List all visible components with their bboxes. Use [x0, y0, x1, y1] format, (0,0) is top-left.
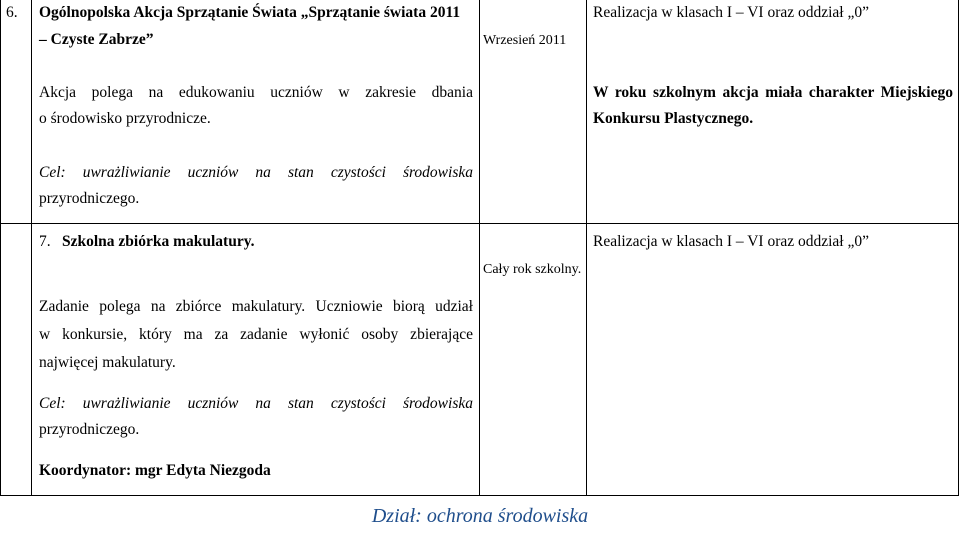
table-border-col2 [479, 0, 480, 496]
row7-desc-line1: Zadanie polega na zbiórce makulatury. Uczniowie biorą udział [39, 298, 473, 315]
row6-number: 6. [6, 4, 18, 21]
row7-desc-line2: w konkursie, który ma za zadanie wyłonić osoby zbierające [39, 326, 473, 343]
row6-note-line1: W roku szkolnym akcja miała charakter Miejskiego [593, 84, 953, 101]
row6-goal-line1: Cel: uwrażliwianie uczniów na stan czystości środowiska [39, 164, 473, 181]
table-border-left [0, 0, 1, 496]
row6-goal-line2: przyrodniczego. [39, 190, 140, 207]
table-border-bottom [0, 495, 959, 496]
row7-goal-line2: przyrodniczego. [39, 421, 140, 438]
row6-title-line1: Ogólnopolska Akcja Sprzątanie Świata „Sprzątanie świata 2011 [39, 4, 461, 21]
table-border-right [958, 0, 959, 496]
table-border-col3 [586, 0, 587, 496]
row7-number: 7. [39, 233, 51, 250]
row6-note-line2: Konkursu Plastycznego. [593, 110, 754, 127]
row6-desc-line2: o środowisko przyrodnicze. [39, 110, 211, 127]
row7-desc-line3: najwięcej makulatury. [39, 354, 176, 371]
table-border-col1 [31, 0, 32, 496]
row7-goal-line1: Cel: uwrażliwianie uczniów na stan czystości środowiska [39, 395, 473, 412]
row7-realization: Realizacja w klasach I – VI oraz oddział „0” [593, 233, 869, 250]
row6-date: Wrzesień 2011 [483, 33, 567, 48]
row6-desc-line1: Akcja polega na edukowaniu uczniów w zakresie dbania [39, 84, 473, 101]
row7-date: Cały rok szkolny. [483, 262, 582, 277]
row7-title: Szkolna zbiórka makulatury. [62, 233, 255, 250]
section-heading: Dział: ochrona środowiska [371, 505, 589, 527]
row7-coordinator: Koordynator: mgr Edyta Niezgoda [39, 462, 271, 479]
row-separator [0, 223, 959, 224]
row6-realization: Realizacja w klasach I – VI oraz oddział „0” [593, 4, 869, 21]
row6-title-line2: – Czyste Zabrze” [39, 31, 154, 48]
